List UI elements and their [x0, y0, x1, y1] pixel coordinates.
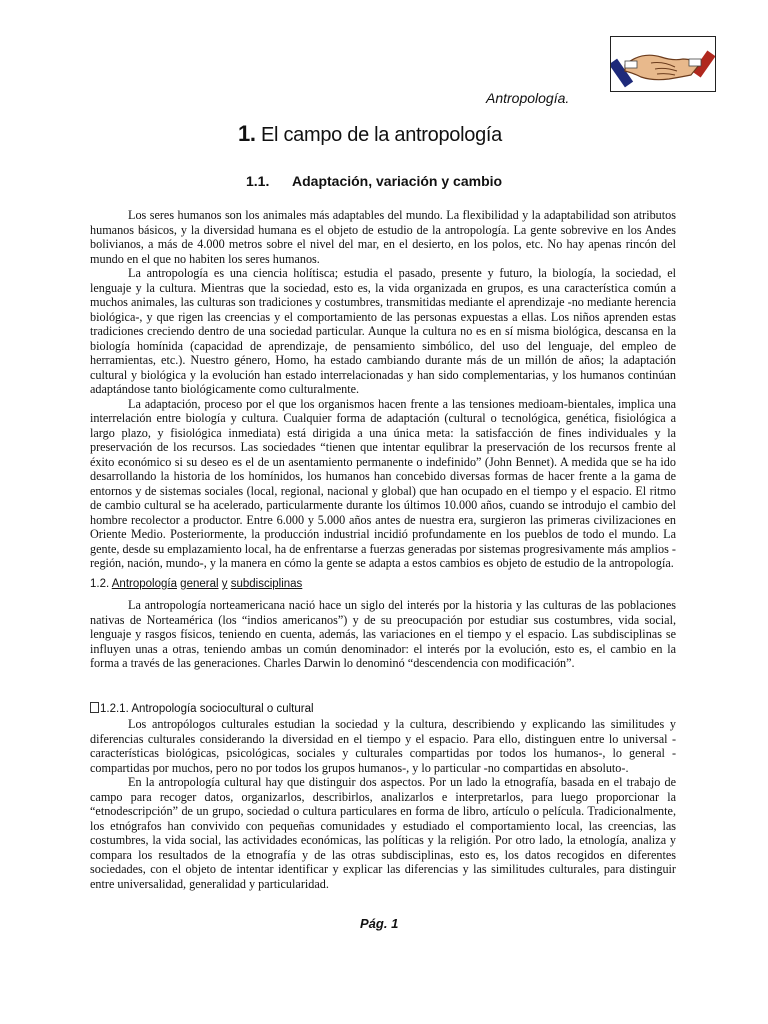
section-1-2-1-number: 1.2.1. — [100, 703, 129, 715]
page-number: Pág. 1 — [360, 916, 399, 931]
handshake-icon — [610, 36, 716, 92]
section-1-2-word: y — [221, 578, 228, 590]
section-1-2-number: 1.2. — [90, 578, 110, 590]
paragraph: En la antropología cultural hay que distinguir dos aspectos. Por un lado la etnografía, basada en el trabajo de campo para recoger datos, organizarlos, describirlos, analizarlos e interpretarlos, para luego proporcionar la “etnodescripción” de un grupo, sociedad o cultura particulares en forma de libro, artículo o película. Tradicionalmente, los etnógrafos han convivido con pequeñas comunidades y estudiado el comportamiento local, las creencias, las costumbres, la vida social, las actividades económicas, las políticas y la religión. Por otro lado, la etnología, analiza y compara los resultados de la etnografía y de las otras subdisciplinas, esto es, los datos recogidos en diferentes sociedades, con el objeto de intentar identificar y explicar las diferencias y las similitudes culturales, para distinguir entre universalidad, generalidad y particularidad. — [90, 775, 676, 891]
section-1-2-body — [90, 598, 676, 671]
section-title — [246, 173, 502, 189]
section-1-2-word: general — [180, 578, 219, 590]
section-1-2-word: Antropología — [111, 578, 177, 590]
header-subject: Antropología. — [486, 90, 570, 106]
section-number: 1.1. — [246, 173, 270, 189]
section-1-2-heading — [90, 578, 302, 590]
section-1-1-body — [90, 208, 676, 571]
paragraph: La antropología norteamericana nació hace un siglo del interés por la historia y las culturas de las poblaciones nativas de Norteamérica (los “indios americanos”) y de su preocupación por estudiar sus costumbres, vida social, lenguaje y rasgos físicos, teniendo en cuenta, además, las variaciones en el tiempo y el espacio. Las subdisciplinas se influyen unas a otras, teniendo ambas un común denominador: el interés por la evolución, esto es, el cambio en la forma a través de las generaciones. Charles Darwin lo denominó “descendencia con modificación”. — [90, 598, 676, 670]
chapter-title — [238, 121, 502, 147]
section-1-2-1-body — [90, 717, 676, 891]
section-1-2-1-title: Antropología sociocultural o cultural — [131, 703, 314, 715]
section-title-text: Adaptación, variación y cambio — [292, 173, 503, 189]
paragraph: Los antropólogos culturales estudian la sociedad y la cultura, describiendo y explicando las similitudes y diferencias culturales considerando la diversidad en el tiempo y el espacio. Para ello, distinguen entre lo universal -características biológicas, psicológicas, sociales y culturales compartidas por todos los humanos-, lo general -compartidas por muchos, pero no por todos los grupos humanos-, y lo particular -no compartidas en absoluto-. — [90, 717, 676, 775]
chapter-title-text: El campo de la antropología — [261, 124, 502, 146]
section-1-2-word: subdisciplinas — [230, 578, 303, 590]
paragraph: La adaptación, proceso por el que los organismos hacen frente a las tensiones medioam-bientales, implica una interrelación entre biología y cultura. Cualquier forma de adaptación (cultural o tecnológica, genética, fisiológica a largo plazo, y fisiológica inmediata) está dirigida a una única meta: la satisfacción de fines individuales y la preservación de los recursos. Las sociedades “tienen que intentar equlibrar la preservación de los recursos frente al éxito económico si su deseo es el de un asentamiento permanente o indefinido” (John Bennet). A medida que se ha ido desarrollando la historia de los homínidos, los humanos han concebido diversas formas de hacer frente a la gama de entornos y de sistemas sociales (local, regional, nacional y global) que han ocupado en el tiempo y el espacio. El ritmo de cambio cultural se ha acelerado, particularmente durante los últimos 10.000 años, cuando se introdujo el cambio del hombre recolector a productor. Entre 6.000 y 5.000 años antes de nuestra era, surgieron las primeras civilizaciones en Oriente Medio. Posteriormente, la producción industrial incidió profundamente en los pueblos de todo el mundo. La gente, desde su emplazamiento local, ha de enfrentarse a fuerzas generadas por sistemas progresivamente más amplios -región, nación, mundo-, y la manera en cómo la gente se adapta a estos cambios es objeto de estudio de la antropología. — [90, 396, 676, 570]
paragraph: Los seres humanos son los animales más adaptables del mundo. La flexibilidad y la adaptabilidad son atributos humanos básicos, y la diversidad humana es el objeto de estudio de la antropología. La gente sobrevive en los Andes bolivianos, a más de 4.000 metros sobre el nivel del mar, en el desierto, en los polos, etc. No hay apenas rincón del mundo en el que no habiten los seres humanos. — [90, 208, 676, 266]
missing-glyph-icon — [90, 702, 99, 713]
paragraph: La antropología es una ciencia holítisca; estudia el pasado, presente y futuro, la biología, la sociedad, el lenguaje y la cultura. Mientras que la sociedad, esto es, la vida organizada en grupos, es una característica común a muchos animales, las culturas son tradiciones y costumbres, transmitidas mediante el aprendizaje -no mediante herencia biológica-, y que rigen las creencias y el comportamiento de las personas expuestas a ellas. Los niños aprenden estas tradiciones creciendo dentro de una sociedad particular. Aunque la cultura no es en sí misma biológica, descansa en la biología homínida (capacidad de aprendizaje, de pensamiento simbólico, del uso del lenguaje, del empleo de herramientas, etc.). Nuestro género, Homo, ha estado cambiando durante más de un millón de años; la adaptación cultural y biológica y la evolución han estado interrelacionadas y han sido complementarias, y los humanos continúan adaptándose tanto biológicamente como culturalmente. — [90, 266, 676, 396]
section-1-2-1-heading — [90, 702, 314, 715]
chapter-number: 1. — [238, 121, 256, 146]
